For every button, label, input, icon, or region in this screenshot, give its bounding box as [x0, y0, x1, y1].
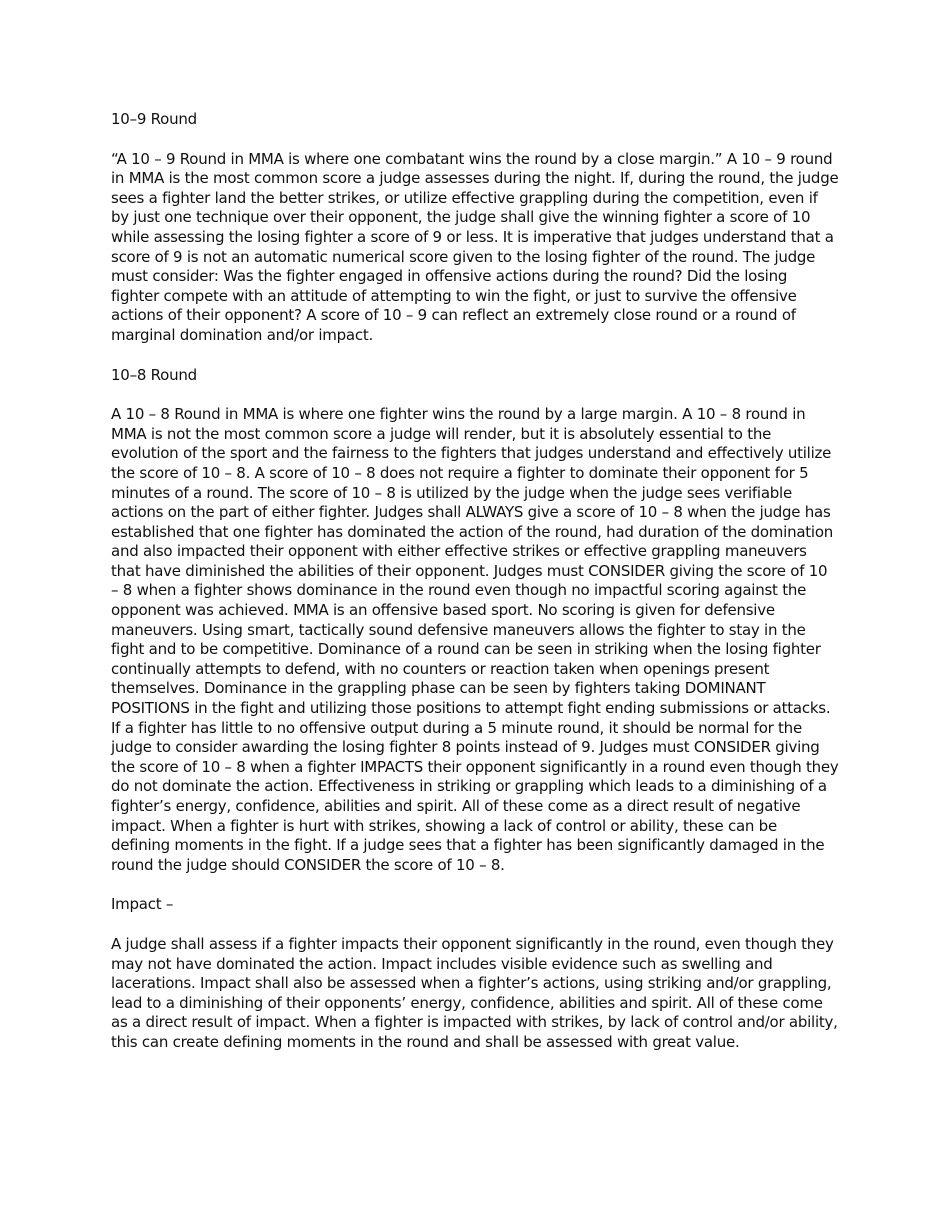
section-body-10-9-round: “A 10 – 9 Round in MMA is where one combatant wins the round by a close margin.” A 10 – 9 round in MMA is the most common score a judge assesses during the night. If, during the round, the judge sees a fighter land the better strikes, or utilize effective grappling during the competition, even if by just one technique over their opponent, the judge shall give the winning fighter a score of 10 while assessing the losing fighter a score of 9 or less. It is imperative that judges understand that a score of 9 is not an automatic numerical score given to the losing fighter of the round. The judge must consider: Was the fighter engaged in offensive actions during the round? Did the losing fighter compete with an attitude of attempting to win the fight, or just to survive the offensive actions of their opponent? A score of 10 – 9 can reflect an extremely close round or a round of marginal domination and/or impact. — [111, 149, 839, 344]
section-heading-impact: Impact – — [111, 895, 174, 914]
section-heading-10-8-round: 10–8 Round — [111, 365, 197, 384]
section-heading-10-9-round: 10–9 Round — [111, 110, 197, 128]
section-body-10-8-round: A 10 – 8 Round in MMA is where one fighter wins the round by a large margin. A 10 – 8 round in MMA is not the most common score a judge will render, but it is absolutely essential to the evolution of the sport and the fairness to the fighters that judges understand and effectively utilize the score of 10 – 8. A score of 10 – 8 does not require a fighter to dominate their opponent for 5 minutes of a round. The score of 10 – 8 is utilized by the judge when the judge sees verifiable actions on the part of either fighter. Judges shall ALWAYS give a score of 10 – 8 when the judge has established that one fighter has dominated the action of the round, had duration of the domination and also impacted their opponent with either effective strikes or effective grappling maneuvers that have diminished the abilities of their opponent. Judges must CONSIDER giving the score of 10 – 8 when a fighter shows dominance in the round even though no impactful scoring against the opponent was achieved. MMA is an offensive based sport. No scoring is given for defensive maneuvers. Using smart, tactically sound defensive maneuvers allows the fighter to stay in the fight and to be competitive. Dominance of a round can be seen in striking when the losing fighter continually attempts to defend, with no counters or reaction taken when openings present themselves. Dominance in the grappling phase can be seen by fighters taking DOMINANT POSITIONS in the fight and utilizing those positions to attempt fight ending submissions or attacks. If a fighter has little to no offensive output during a 5 minute round, it should be normal for the judge to consider awarding the losing fighter 8 points instead of 9. Judges must CONSIDER giving the score of 10 – 8 when a fighter IMPACTS their opponent significantly in a round even though they do not dominate the action. Effectiveness in striking or grappling which leads to a diminishing of a fighter’s energy, confidence, abilities and spirit. All of these come as a direct result of negative impact. When a fighter is hurt with strikes, showing a lack of control or ability, these can be defining moments in the fight. If a judge sees that a fighter has been significantly damaged in the round the judge should CONSIDER the score of 10 – 8. — [111, 405, 839, 874]
document-page — [111, 110, 839, 1053]
section-body-impact: A judge shall assess if a fighter impacts their opponent significantly in the round, even though they may not have dominated the action. Impact includes visible evidence such as swelling and lacerations. Impact shall also be assessed when a fighter’s actions, using striking and/or grappling, lead to a diminishing of their opponents’ energy, confidence, abilities and spirit. All of these come as a direct result of impact. When a fighter is impacted with strikes, by lack of control and/or ability, this can create defining moments in the round and shall be assessed with great value. — [111, 934, 838, 1051]
